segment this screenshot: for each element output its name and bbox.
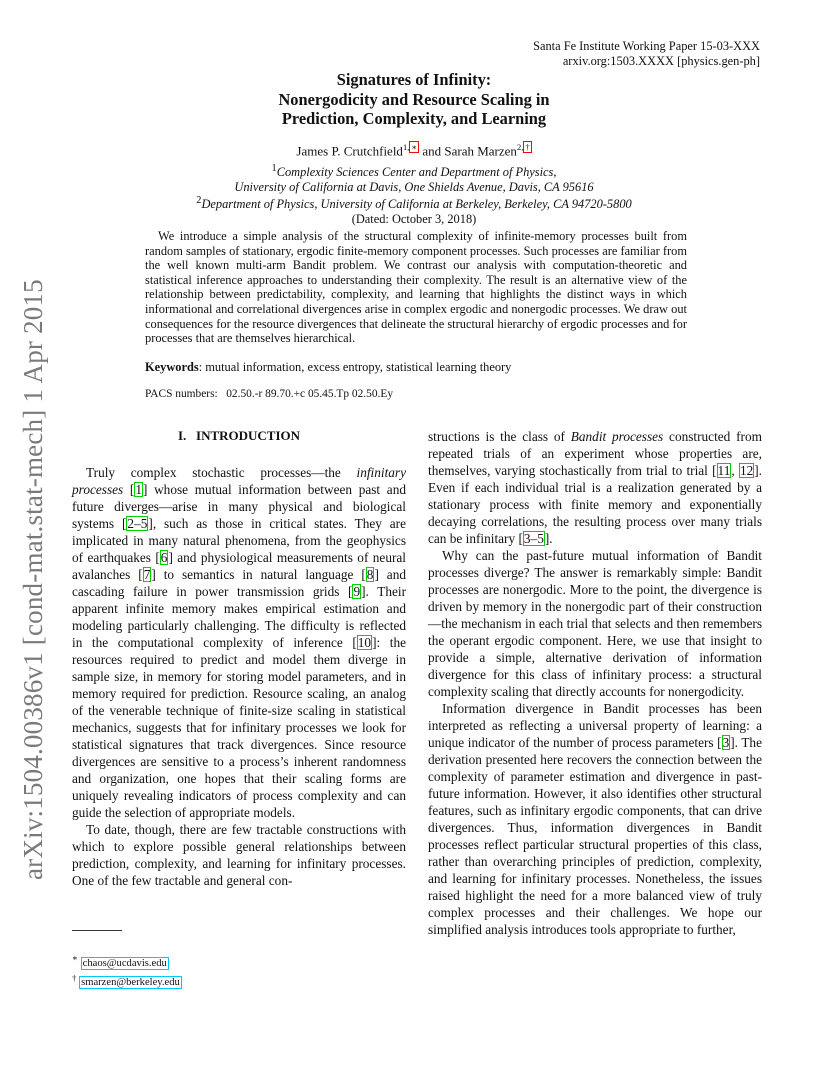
text-run: . The derivation presented here recovers the connection between the complexity of parameter estimation and divergence in past-future information. However, it also identifies other structural features, such as infinitary ergodic components, that can drive divergences. Thus, information divergences in Bandit processes reflect particular structural properties of this class, rather than overarching principles of prediction, complexity, and learning for infinitary processes. Nonetheless, the issues raised highlight the need for a more balanced view of truly complex processes and their challenges. We hope our simplified analysis introduces tools appropriate to further, bbox=[428, 735, 762, 937]
text-run: and cascading failure in power transmission grids bbox=[72, 567, 406, 599]
intro-paragraph-4: Information divergence in Bandit processes has been interpreted as reflecting a universal property of learning: a unique indicator of the number of process parameters [3]. The derivation presented here recovers the connection between the complexity of parameter estimation and divergence in past-future information. However, it also identifies other structural features, such as infinitary ergodic components, that can drive divergences. Thus, information divergences in Bandit processes reflect particular structural properties of this class, rather than overarching principles of prediction, complexity, and learning for infinitary processes. Nonetheless, the issues raised highlight the need for a more balanced view of truly complex processes and their challenges. We hope our simplified analysis introduces tools appropriate to further, bbox=[428, 701, 762, 937]
text-run: whose mutual information between past and future diverges—arise in many physical and biological systems bbox=[72, 482, 406, 531]
footnotes bbox=[72, 951, 182, 990]
author-list bbox=[0, 142, 828, 159]
working-paper-header bbox=[533, 39, 760, 69]
text-run: Truly complex stochastic processes—the bbox=[86, 465, 357, 480]
footnote-rule bbox=[72, 930, 122, 931]
pacs-numbers: PACS numbers: 02.50.-r 89.70.+c 05.45.Tp 02.50.Ey bbox=[145, 388, 394, 400]
citation-link[interactable]: 6 bbox=[160, 550, 168, 565]
abstract-text: We introduce a simple analysis of the structural complexity of infinite-memory processes built from random samples of stationary, ergodic finite-memory component processes. Such processes are familiar from the well known multi-arm Bandit problem. We contrast our analysis with computation-theoretic and statistical inference approaches to understanding their complexity. The result is an alternative view of the relationship between predictability, complexity, and learning that highlights the distinct ways in which informational and correlational divergences arise in complex ergodic and nonergodic processes. We draw out consequences for the resource divergences that delineate the structural hierarchy of ergodic processes and for processes that are themselves hierarchical. bbox=[145, 229, 687, 346]
footnote-1-mark: ∗ bbox=[72, 953, 79, 963]
citation-link[interactable]: 1 bbox=[135, 482, 142, 497]
intro-paragraph-2: To date, though, there are few tractable constructions with which to explore possible general relationships between prediction, complexity, and learning for infinitary processes. One of the few tractable and general con- bbox=[72, 822, 406, 888]
section-heading-introduction: I. INTRODUCTION bbox=[177, 428, 301, 443]
author-1-footnote-link[interactable]: ∗ bbox=[411, 142, 418, 152]
email-link-crutchfield[interactable]: chaos@ucdavis.edu bbox=[82, 957, 167, 969]
citation-link[interactable]: 3 bbox=[722, 735, 730, 750]
text-run: structions is the class of bbox=[428, 429, 571, 444]
intro-paragraph-3: Why can the past-future mutual information of Bandit processes diverge? The answer is remarkably simple: Bandit processes are nonergodic. More to the point, the divergence is driven by memory in the nonergodic part of their construction—the mechanism in each trial that selects and then remembers the operant ergodic component. Here, we use that insight to provide a simple, alternative derivation of information divergence for this class of infinitary process: a structural complexity scaling that directly accounts for nonergodicity. bbox=[428, 548, 762, 699]
affiliations bbox=[0, 162, 828, 226]
text-run: . Even if each individual trial is a realization generated by a stationary process with finite memory and exponentially decaying correlations, the resulting process over many trials can be infinitary bbox=[428, 463, 762, 546]
citation-link[interactable]: 12 bbox=[739, 463, 754, 478]
affiliation-1-text: Complexity Sciences Center and Department of Physics, bbox=[276, 165, 557, 180]
header-line-2: arxiv.org:1503.XXXX [physics.gen-ph] bbox=[562, 54, 760, 68]
affiliation-1-line-1 bbox=[0, 162, 828, 180]
affiliation-2 bbox=[0, 194, 828, 212]
arxiv-sidebar-stamp: arXiv:1504.00386v1 [cond-mat.stat-mech] 1 Apr 2015 bbox=[18, 279, 48, 880]
emphasis-infinitary: infinitary processes bbox=[72, 465, 406, 497]
author-conjunction: and bbox=[419, 143, 445, 159]
title-line-1: Signatures of Infinity: bbox=[336, 70, 492, 89]
citation-link[interactable]: 7 bbox=[143, 567, 151, 582]
author-2-footnote-link[interactable]: † bbox=[525, 142, 530, 152]
affiliation-1-mark: 1 bbox=[271, 163, 277, 174]
citation-link[interactable]: 2–5 bbox=[127, 516, 148, 531]
text-run: . bbox=[549, 531, 553, 546]
author-2-affil-mark: 2, bbox=[516, 142, 524, 152]
footnote-1 bbox=[72, 951, 182, 971]
intro-paragraph-1: Truly complex stochastic processes—the infinitary processes [1] whose mutual information between past and future diverges—arise in many physical and biological systems [2–5], such as those in critical states. They are implicated in many natural phenomena, from the geophysics of earthquakes [6] and physiological measurements of neural avalanches [7] to semantics in natural language [8] and cascading failure in power transmission grids [9]. Their apparent infinite memory makes empirical estimation and modeling particularly challenging. The difficulty is reflected in the computational complexity of inference [10]: the resources required to predict and model them diverge in sample size, in memory for storing model parameters, and in memory required for prediction. Resource scaling, an analog of the venerable technique of finite-size scaling in statistical mechanics, suggests that for infinitary processes we look for statistical signatures that track divergences. Since resource divergences are sensitive to a process’s inherent randomness and organization, one hopes that their scaling forms are uniquely revealing indicators of process complexity and can guide the selection of appropriate models. bbox=[72, 465, 406, 820]
text-run: . Their apparent infinite memory makes empirical estimation and modeling particularly challenging. The difficulty is reflected in the computational complexity of inference bbox=[72, 584, 406, 650]
citation-link[interactable]: 8 bbox=[366, 567, 374, 582]
citation-link[interactable]: 9 bbox=[353, 584, 361, 599]
text-run: Information divergence in Bandit processes has been interpreted as reflecting a universal property of learning: a unique indicator of the number of process parameters bbox=[428, 701, 762, 750]
left-column bbox=[72, 464, 406, 889]
text-run: , such as those in critical states. They are implicated in many natural phenomena, from the geophysics of earthquakes bbox=[72, 516, 406, 565]
email-link-marzen[interactable]: smarzen@berkeley.edu bbox=[81, 977, 180, 989]
dated-line: (Dated: October 3, 2018) bbox=[351, 211, 477, 226]
affiliation-2-mark: 2 bbox=[196, 195, 202, 207]
author-1-name: James P. Crutchfield bbox=[296, 143, 403, 159]
title-line-2: Nonergodicity and Resource Scaling in bbox=[278, 89, 550, 109]
paper-title bbox=[0, 70, 828, 129]
right-column bbox=[428, 428, 762, 938]
citation-link[interactable]: 11 bbox=[717, 463, 731, 478]
footnote-2 bbox=[72, 971, 182, 991]
text-run: constructed from repeated trials of an experiment whose properties are, themselves, varying stochastically from trial to trial bbox=[428, 429, 762, 478]
affiliation-1-line-2: University of California at Davis, One Shields Avenue, Davis, CA 95616 bbox=[234, 179, 594, 194]
keywords bbox=[145, 360, 511, 375]
emphasis-bandit: Bandit processes bbox=[570, 429, 664, 444]
text-run: : the resources required to predict and model them diverge in sample size, in memory for storing model parameters, and in memory required for prediction. Resource scaling, an analog of the venerable technique of finite-size scaling in statistical mechanics, suggests that for infinitary processes we look for statistical signatures that track divergences. Since resource divergences are sensitive to a process’s inherent randomness and organization, one hopes that their scaling forms are uniquely revealing indicators of process complexity and can guide the selection of appropriate models. bbox=[72, 635, 406, 820]
keywords-text: : mutual information, excess entropy, statistical learning theory bbox=[198, 360, 512, 374]
abstract bbox=[145, 229, 687, 346]
affiliation-2-text: Department of Physics, University of California at Berkeley, Berkeley, CA 94720-5800 bbox=[201, 197, 632, 212]
text-run: to semantics in natural language bbox=[155, 567, 362, 582]
keywords-label: Keywords bbox=[145, 360, 199, 374]
author-1-affil-mark: 1, bbox=[402, 142, 410, 152]
title-line-3: Prediction, Complexity, and Learning bbox=[281, 109, 547, 128]
header-line-1: Santa Fe Institute Working Paper 15-03-XXX bbox=[533, 39, 760, 53]
author-2-name: Sarah Marzen bbox=[444, 143, 517, 159]
citation-link[interactable]: 3–5 bbox=[523, 531, 544, 546]
footnote-2-mark: † bbox=[72, 972, 77, 983]
text-run: , bbox=[731, 463, 739, 478]
text-run: and physiological measurements of neural avalanches bbox=[72, 550, 406, 582]
intro-paragraph-continued: structions is the class of Bandit processes constructed from repeated trials of an experiment whose properties are, themselves, varying stochastically from trial to trial [11, 12]. Even if each individual trial is a realization generated by a stationary process with finite memory and exponentially decaying correlations, the resulting process over many trials can be infinitary [3–5]. bbox=[428, 429, 762, 546]
citation-link[interactable]: 10 bbox=[357, 635, 372, 650]
